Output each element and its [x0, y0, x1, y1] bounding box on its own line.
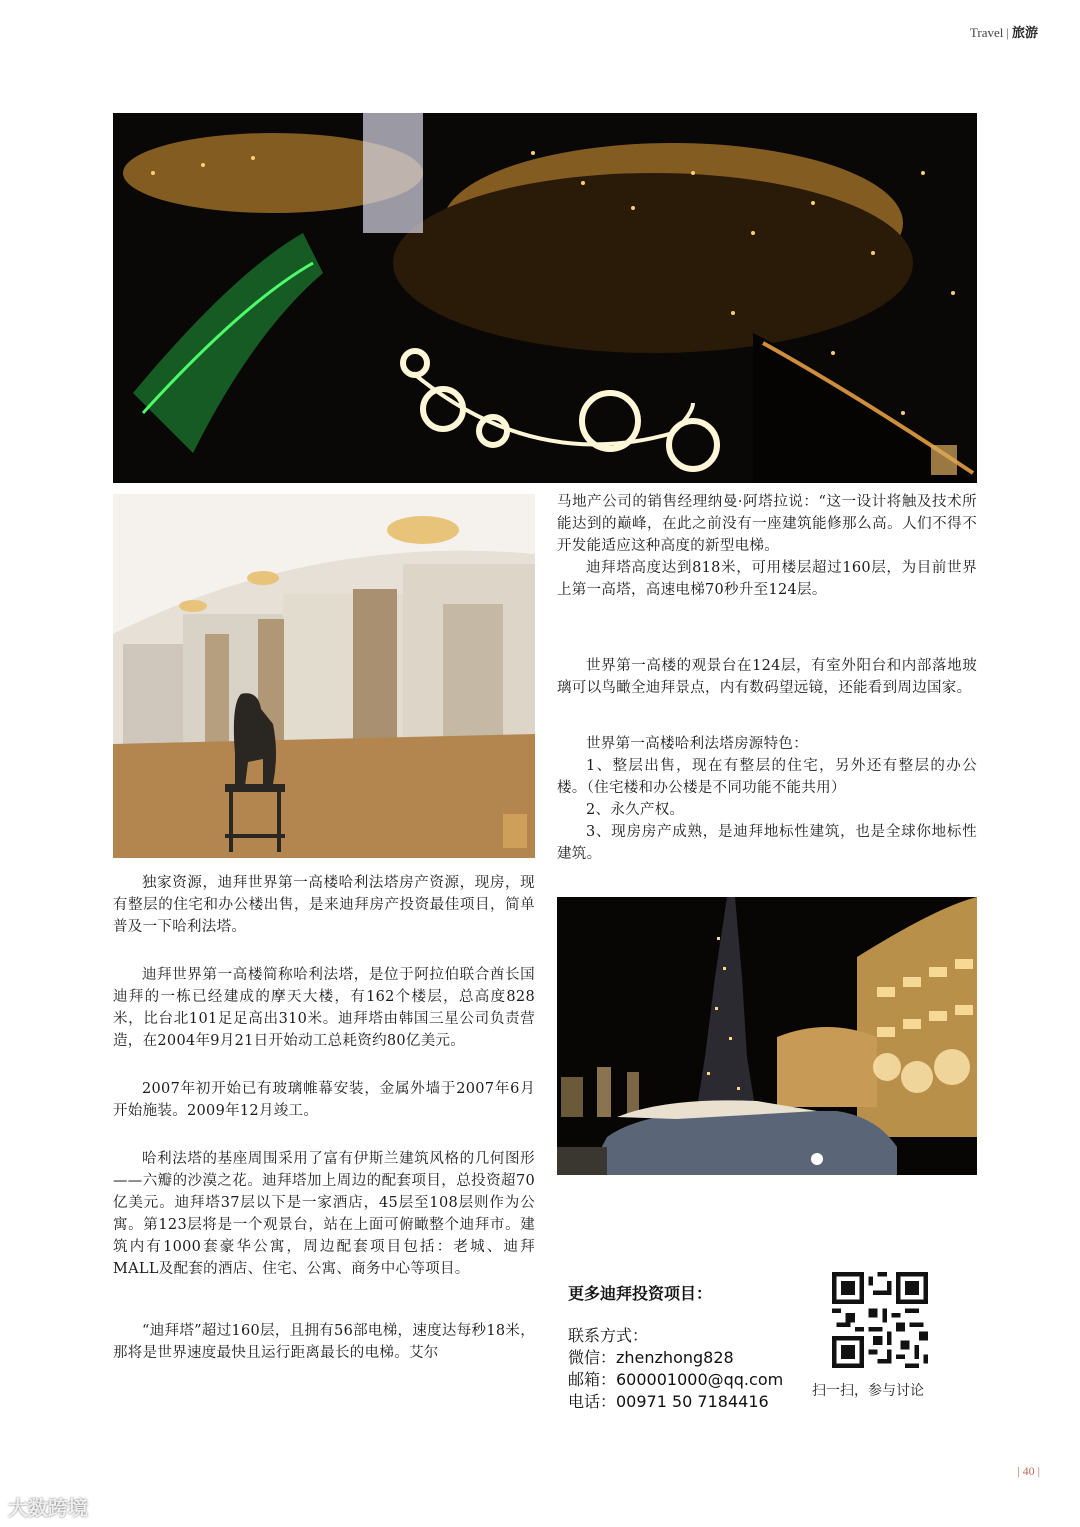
left-column: [113, 872, 535, 1364]
left-paragraph-2: 迪拜世界第一高楼简称哈利法塔，是位于阿拉伯联合酋长国迪拜的一栋已经建成的摩天大楼，有162个楼层，总高度828米，比台北101足足高出310米。迪拜塔由韩国三星公司负责营造，在2004年9月21日开始动工总耗资约80亿美元。: [113, 967, 535, 1049]
feature-3: 3、现房房产成熟，是迪拜地标性建筑，也是全球你地标性建筑。: [557, 824, 977, 862]
features-title: 世界第一高楼哈利法塔房源特色：: [586, 736, 808, 752]
contact-lines: [568, 1325, 783, 1413]
qr-code-icon[interactable]: [832, 1272, 928, 1368]
left-paragraph-1: 独家资源，迪拜世界第一高楼哈利法塔房产资源，现房，现有整层的住宅和办公楼出售，是来迪拜房产投资最佳项目，简单普及一下哈利法塔。: [113, 875, 535, 935]
contact-phone: 电话：00971 50 7184416: [568, 1392, 769, 1411]
lobby-photo: [113, 494, 535, 858]
night-street-photo: [557, 897, 977, 1175]
header-en: Travel: [969, 25, 1004, 40]
page-header: [970, 22, 1038, 41]
left-paragraph-3: 2007年初开始已有玻璃帷幕安装，金属外墙于2007年6月开始施装。2009年12月竣工。: [113, 1081, 535, 1119]
right-paragraph-1: 马地产公司的销售经理纳曼·阿塔拉说：“这一设计将触及技术所能达到的巅峰，在此之前没有一座建筑能修那么高。人们不得不开发能适应这种高度的新型电梯。: [557, 494, 977, 554]
contact-label: 联系方式：: [568, 1326, 649, 1345]
more-projects-heading: 更多迪拜投资项目：: [568, 1284, 713, 1303]
night-photo-art: [557, 897, 977, 1175]
feature-2: 2、永久产权。: [586, 802, 685, 818]
left-paragraph-4: 哈利法塔的基座周围采用了富有伊斯兰建筑风格的几何图形——六瓣的沙漠之花。迪拜塔加上周边的配套项目，总投资超70亿美元。迪拜塔37层以下是一家酒店，45层至108层则作为公寓。第123层将是一个观景台，站在上面可俯瞰整个迪拜市。建筑内有1000套豪华公寓，周边配套项目包括：老城、迪拜MALL及配套的酒店、住宅、公寓、商务中心等项目。: [113, 1151, 535, 1277]
qr-caption: 扫一扫，参与讨论: [812, 1383, 924, 1399]
aerial-photo-art: [113, 113, 977, 483]
watermark-logo: 大数跨境: [8, 1496, 88, 1520]
right-paragraph-3: 世界第一高楼的观景台在124层，有室外阳台和内部落地玻璃可以鸟瞰全迪拜景点，内有数码望远镜，还能看到周边国家。: [557, 658, 977, 696]
right-column: [557, 491, 977, 865]
left-paragraph-5: “迪拜塔”超过160层，且拥有56部电梯，速度达每秒18米，那将是世界速度最快且运行距离最长的电梯。艾尔: [113, 1323, 535, 1361]
feature-1: 1、整层出售，现在有整层的住宅，另外还有整层的办公楼。（住宅楼和办公楼是不同功能不能共用）: [557, 758, 977, 796]
page-number: | 40 |: [1017, 1464, 1040, 1478]
header-cn: 旅游: [1011, 26, 1038, 41]
contact-email: 邮箱：600001000@qq.com: [568, 1370, 784, 1389]
aerial-night-photo: [113, 113, 977, 483]
contact-wechat: 微信：zhenzhong828: [568, 1348, 734, 1367]
header-separator: |: [1006, 25, 1009, 40]
right-paragraph-2: 迪拜塔高度达到818米，可用楼层超过160层，为目前世界上第一高塔，高速电梯70秒升至124层。: [557, 560, 977, 598]
lobby-photo-art: [113, 494, 535, 858]
